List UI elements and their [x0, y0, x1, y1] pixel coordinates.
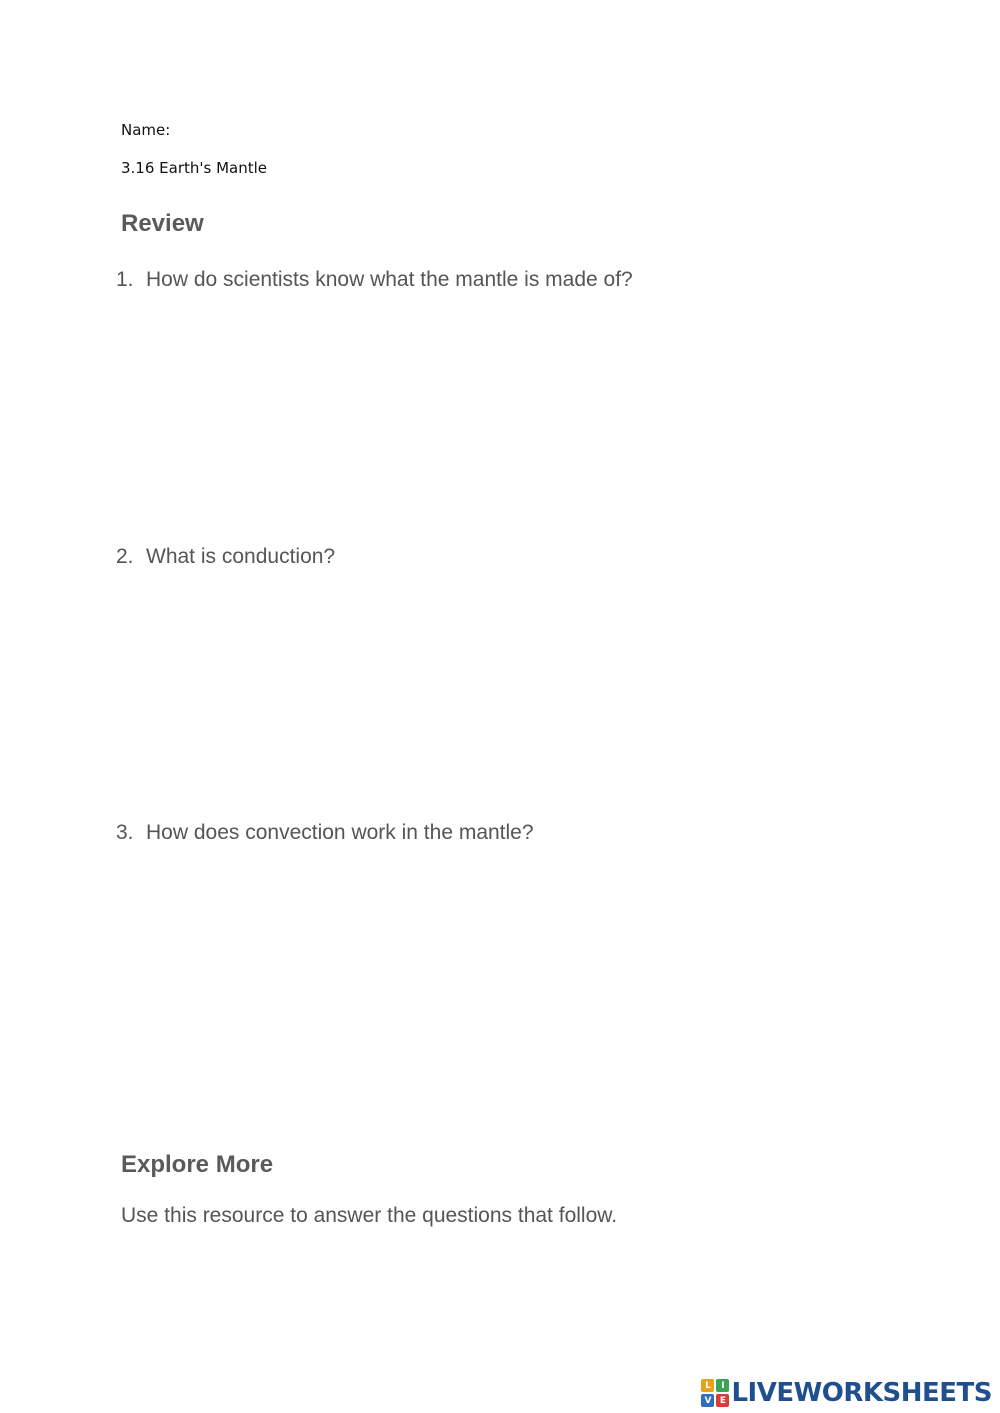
question-2: [116, 545, 335, 569]
logo-text: LIVEWORKSHEETS: [731, 1378, 992, 1408]
logo-tile: V: [701, 1394, 714, 1407]
question-text: What is conduction?: [146, 545, 336, 568]
logo-tile: L: [701, 1379, 714, 1392]
review-heading: Review: [121, 210, 204, 237]
worksheet-subtitle: 3.16 Earth's Mantle: [121, 159, 268, 177]
liveworksheets-logo: [701, 1374, 992, 1412]
logo-tile: E: [716, 1394, 729, 1407]
logo-tile: I: [716, 1379, 729, 1392]
question-3: [116, 821, 534, 845]
explore-instruction: Use this resource to answer the questions that follow.: [121, 1204, 618, 1227]
question-text: How do scientists know what the mantle is made of?: [146, 268, 633, 291]
question-number: 3.: [116, 821, 134, 844]
name-label: Name:: [121, 121, 171, 139]
question-1: [116, 268, 633, 292]
logo-mark-icon: [701, 1379, 729, 1407]
explore-more-heading: Explore More: [121, 1151, 274, 1178]
question-number: 1.: [116, 268, 134, 291]
question-text: How does convection work in the mantle?: [146, 821, 534, 844]
question-number: 2.: [116, 545, 134, 568]
